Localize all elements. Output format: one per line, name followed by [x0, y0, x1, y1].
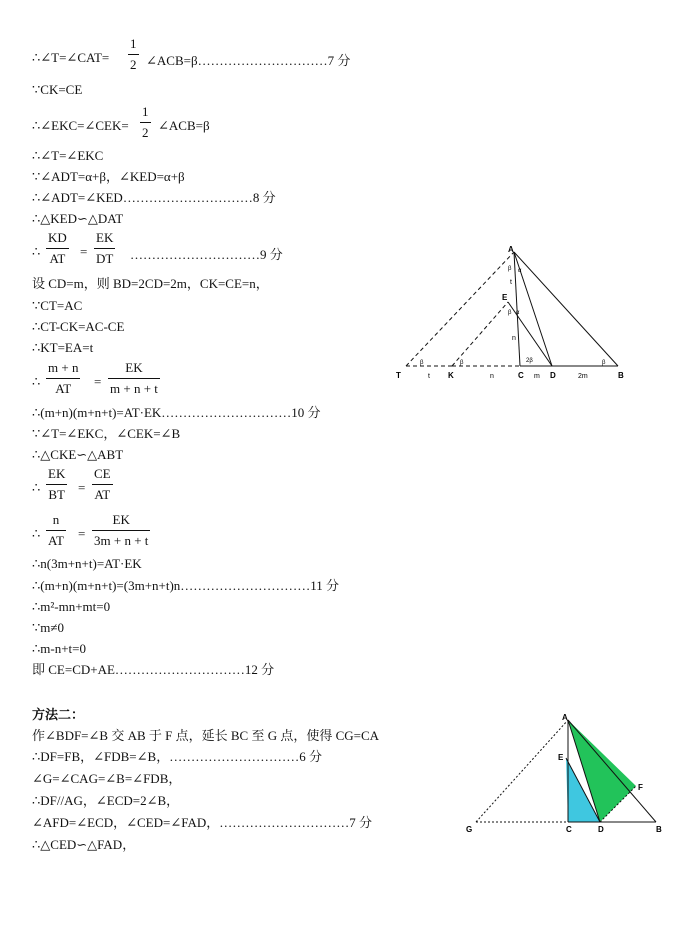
fig2-label-C: C	[566, 825, 572, 834]
line-15: ∵∠T=∠EKC，∠CEK=∠B	[32, 426, 181, 441]
fig1-angle-beta-top: β	[508, 266, 512, 272]
fig1-angle-beta-k: β	[460, 360, 464, 366]
fig1-label-T: T	[396, 371, 401, 380]
geometry-figure-2	[462, 708, 672, 836]
line-14: ∴(m+n)(m+n+t)=AT·EK…………………………10 分	[32, 405, 321, 420]
line-12: ∴KT=EA=t	[32, 340, 94, 355]
line-5: ∵∠ADT=α+β，∠KED=α+β	[32, 169, 185, 184]
fig1-label-A: A	[508, 245, 514, 254]
line-19: ∴n(3m+n+t)=AT·EK	[32, 556, 142, 571]
m2-line-3: ∠G=∠CAG=∠B=∠FDB，	[32, 771, 182, 786]
fig1-seg-t-vertical: t	[510, 279, 512, 286]
m2-line-5: ∠AFD=∠ECD，∠CED=∠FAD，…………………………7 分	[32, 815, 373, 830]
fig1-angle-alpha-e: α	[516, 310, 520, 316]
fig1-label-D: D	[550, 371, 556, 380]
fraction-half: 1 2	[130, 36, 137, 72]
line-21: ∴m²-mn+mt=0	[32, 599, 111, 614]
fig1-seg-n: n	[490, 373, 494, 380]
line-20: ∴(m+n)(m+n+t)=(3m+n+t)n…………………………11 分	[32, 578, 340, 593]
fig2-label-G: G	[466, 825, 473, 834]
fig1-angle-beta-e: β	[508, 310, 512, 316]
fig1-seg-n-vertical: n	[512, 335, 516, 342]
geometry-figure-1	[390, 240, 640, 385]
line-22: ∵m≠0	[32, 620, 65, 635]
line-7: ∴△KED∽△DAT	[32, 211, 124, 226]
m2-line-4: ∴DF//AG，∠ECD=2∠B，	[32, 793, 180, 808]
fig1-seg-2m: 2m	[578, 373, 588, 380]
fig1-angle-alpha-top: α	[518, 268, 522, 274]
line-24: 即 CE=CD+AE…………………………12 分	[32, 662, 275, 677]
fig2-label-E: E	[558, 753, 564, 762]
fig2-label-D: D	[598, 825, 604, 834]
m2-line-1: 作∠BDF=∠B 交 AB 于 F 点，延长 BC 至 G 点，使得 CG=CA	[32, 728, 380, 743]
fig2-label-A: A	[562, 713, 568, 722]
method-two-heading: 方法二：	[32, 708, 85, 723]
line-4: ∴∠T=∠EKC	[32, 148, 104, 163]
fig1-seg-t: t	[428, 373, 430, 380]
fig1-angle-beta-b: β	[602, 360, 606, 366]
fig1-angle-2beta: 2β	[526, 358, 533, 364]
fig1-label-K: K	[448, 371, 454, 380]
fig1-angle-beta-t: β	[420, 360, 424, 366]
fraction-half: 1 2	[142, 104, 149, 140]
fig2-label-F: F	[638, 783, 643, 792]
fig2-label-B: B	[656, 825, 662, 834]
line-10: ∵CT=AC	[32, 298, 83, 313]
m2-line-2: ∴DF=FB，∠FDB=∠B，…………………………6 分	[32, 749, 322, 764]
fig1-label-E: E	[502, 293, 508, 302]
line-6: ∴∠ADT=∠KED…………………………8 分	[32, 190, 276, 205]
line-2: ∵CK=CE	[32, 82, 83, 97]
line-23: ∴m-n+t=0	[32, 641, 86, 656]
line-9: 设 CD=m，则 BD=2CD=2m，CK=CE=n，	[32, 276, 269, 291]
fig1-seg-m: m	[534, 373, 540, 380]
fig1-label-B: B	[618, 371, 624, 380]
fig1-label-C: C	[518, 371, 524, 380]
line-11: ∴CT-CK=AC-CE	[32, 319, 125, 334]
line-16: ∴△CKE∽△ABT	[32, 447, 124, 462]
m2-line-6: ∴△CED∽△FAD，	[32, 837, 136, 852]
